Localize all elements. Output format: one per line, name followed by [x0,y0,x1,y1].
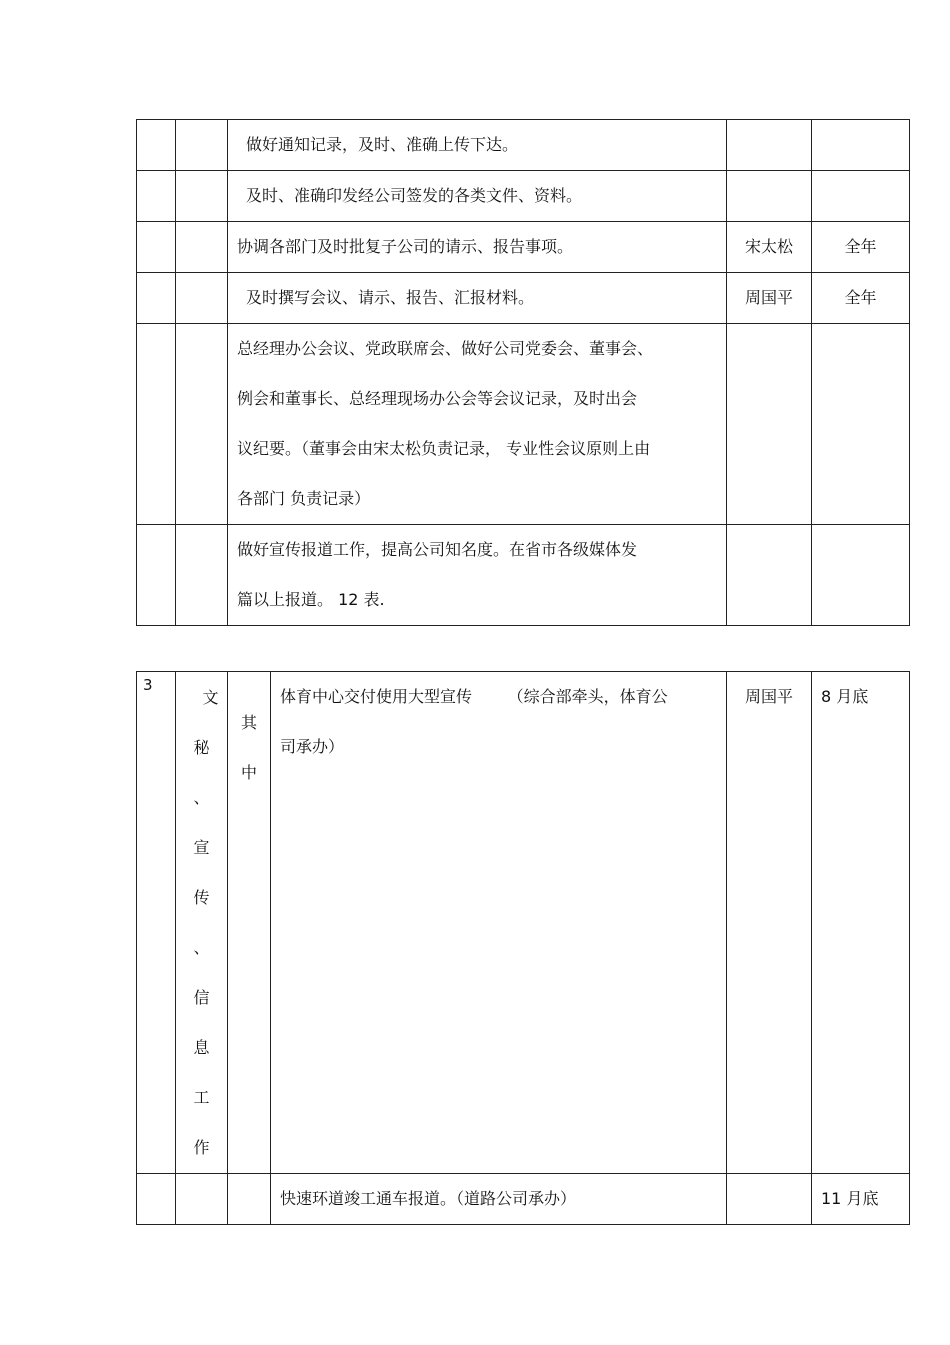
time-cell [812,120,910,171]
category-cell [176,672,228,1174]
table-row [137,273,910,324]
content-cell: 做好通知记录，及时、准确上传下达。 [228,120,727,171]
time-cell: 8 月底 [812,672,910,1174]
content-cell: 及时、准确印发经公司签发的各类文件、资料。 [228,171,727,222]
content-cell: 体育中心交付使用大型宣传 （综合部牵头，体育公 司承办） [271,672,727,1174]
index-cell [137,273,176,324]
index-cell [137,324,176,525]
index-cell [137,171,176,222]
content-cell: 及时撰写会议、请示、报告、汇报材料。 [228,273,727,324]
time-cell [812,171,910,222]
person-cell: 周国平 [727,672,812,1174]
person-cell [727,1174,812,1225]
category-cell [176,1174,228,1225]
person-cell [727,324,812,525]
table-row [137,1174,910,1225]
content-cell: 协调各部门及时批复子公司的请示、报告事项。 [228,222,727,273]
category-cell [176,222,228,273]
time-cell [812,324,910,525]
person-cell [727,120,812,171]
person-cell: 周国平 [727,273,812,324]
time-cell: 全年 [812,273,910,324]
index-cell [137,120,176,171]
person-cell [727,525,812,626]
content-cell: 快速环道竣工通车报道。（道路公司承办） [271,1174,727,1225]
category-cell [176,525,228,626]
index-cell: 3 [137,672,176,1174]
content-cell: 总经理办公会议、党政联席会、做好公司党委会、董事会、 例会和董事长、总经理现场办公会等会议记录，及时出会 议纪要。（董事会由宋太松负责记录， 专业性会议原则上由 各部门 负责记录） [228,324,727,525]
table-row [137,120,910,171]
time-cell [812,525,910,626]
index-cell [137,525,176,626]
category-cell [176,120,228,171]
person-cell: 宋太松 [727,222,812,273]
time-cell: 11 月底 [812,1174,910,1225]
sub-category-cell [228,1174,271,1225]
category-cell [176,171,228,222]
table-row [137,672,910,1174]
sub-category-cell [228,672,271,1174]
table-row [137,222,910,273]
index-cell [137,222,176,273]
table-row [137,324,910,525]
category-cell [176,273,228,324]
category-vertical-text: 文 秘 、 宣 传 、 信 息 工 作 [193,688,219,1157]
work-plan-table-top [136,119,910,626]
table-row [137,171,910,222]
person-cell [727,171,812,222]
index-cell [137,1174,176,1225]
table-row [137,525,910,626]
work-plan-table-bottom [136,671,910,1225]
category-cell [176,324,228,525]
time-cell: 全年 [812,222,910,273]
content-cell: 做好宣传报道工作，提高公司知名度。在省市各级媒体发 篇以上报道。 12 表. [228,525,727,626]
sub-category-vertical-text: 其 中 [240,713,257,782]
